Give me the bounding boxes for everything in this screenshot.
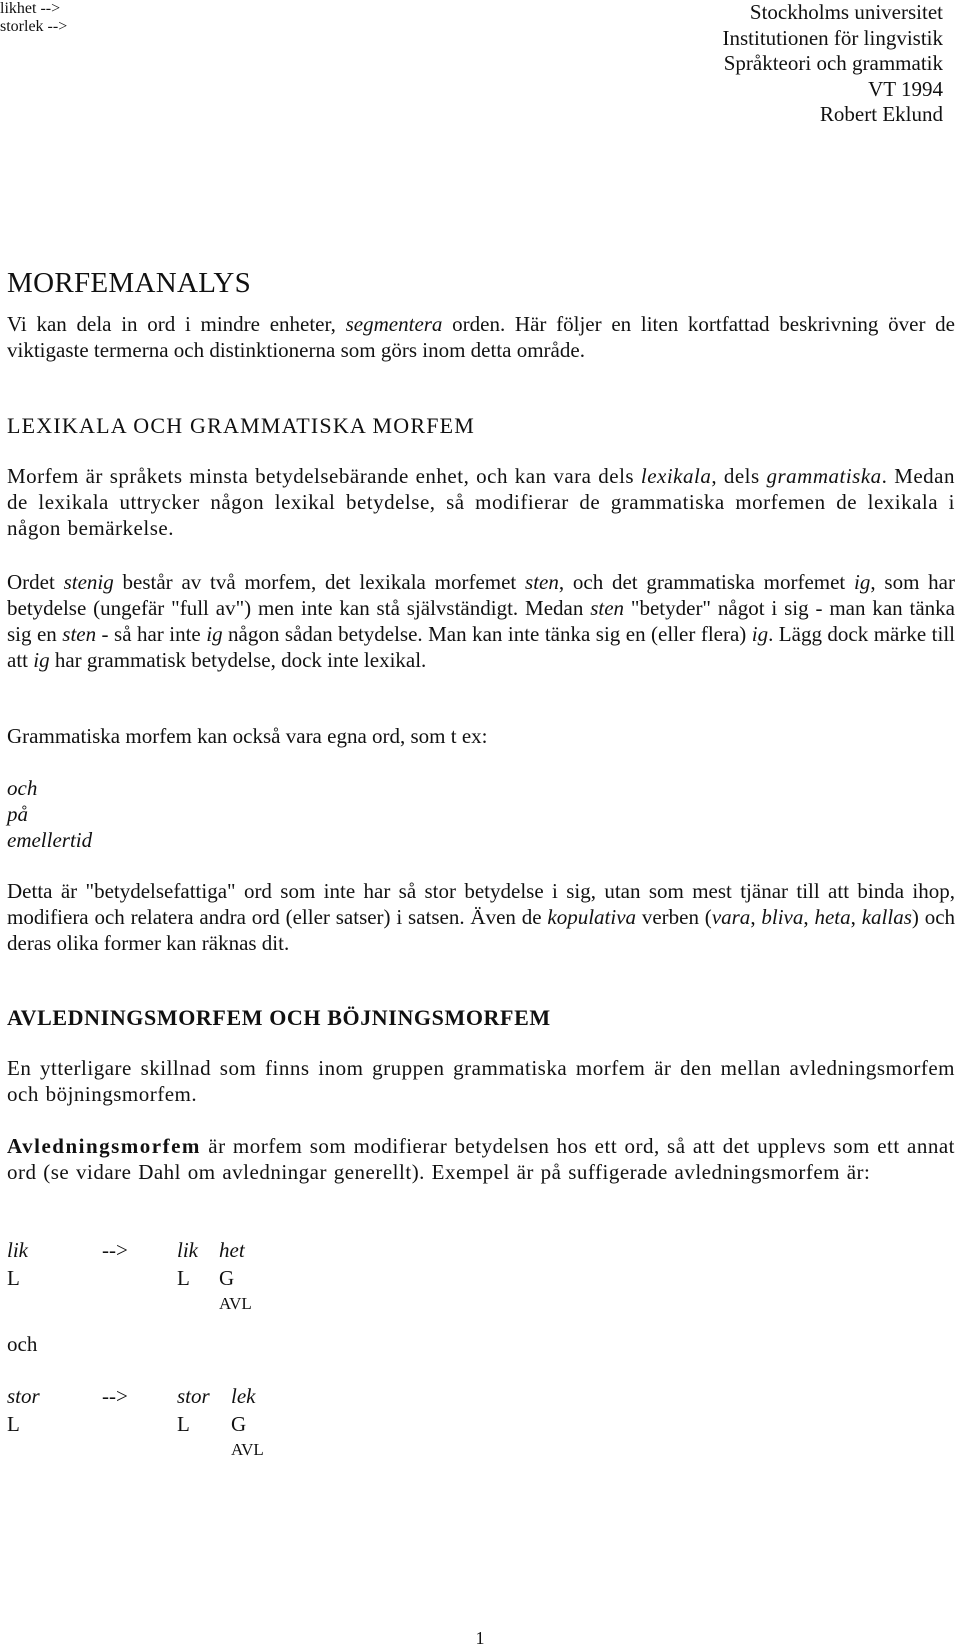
function-words-paragraph: Detta är "betydelsefattiga" ord som inte har så stor betydelse i sig, utan som mest tjänar till att binda ihop, modifiera och relatera andra ord (eller satser) i satsen. Även de kopulativa verben (vara, bliva, heta, kallas) och deras olika former kan räknas dit.: [7, 879, 956, 955]
derivational-morpheme-paragraph: Avledningsmorfem är morfem som modifierar betydelsen hos ett ord, så att det upplevs som ett annat ord (se vidare Dahl om avledningar generellt). Exempel är på suffigerade avledningsmorfem är:: [7, 1134, 955, 1184]
grammatical-word-examples: [7, 775, 955, 853]
page-number: 1: [475, 1628, 485, 1648]
document-page: Stockholms universitet Institutionen för lingvistik Språkteori och grammatik VT 1994 Robert Eklund MORFEMANALYS Vi kan dela in ord i mindre enheter, segmentera orden. Här följer en liten kortfattad beskrivning över de viktigaste termerna och distinktionerna som görs inom detta område. LEXIKALA OCH GRAMMATISKA MORFEM Morfem är språkets minsta betydelsebärande enhet, och kan vara dels lexikala, dels grammatiska. Medan de lexikala uttrycker någon lexikal betydelse, så modifierar de grammatiska morfemen de lexikala i någon bemärkelse. Ordet stenig består av två morfem, det lexikala morfemet sten, och det grammatiska morfemet ig, som har betydelse (ungefär "full av") men inte kan stå självständigt. Medan sten "betyder" något i sig - man kan tänka sig en sten - så har inte ig någon sådan betydelse. Man kan inte tänka sig en (eller flera) ig. Lägg dock märke till att ig har grammatisk betydelse, dock inte lexikal. Grammatiska morfem kan också vara egna ord, som t ex: och på emellertid Detta är "betydelsefattiga" ord som inte har så stor betydelse i sig, utan som mest tjänar till att binda ihop, modifiera och relatera andra ord (eller satser) i satsen. Även de kopulativa verben (vara, bliva, heta, kallas) och deras olika former kan räknas dit. AVLEDNINGSMORFEM OCH BÖJNINGSMORFEM En ytterligare skillnad som finns inom gruppen grammatiska morfem är den mellan avledningsmorfem och böjningsmorfem. Avledningsmorfem är morfem som modifierar betydelsen hos ett ord, så att det upplevs som ett annat ord (se vidare Dahl om avledningar generellt). Exempel är på suffigerade avledningsmorfem är: likhet --> lik --> lik het L L G AVL och storlek --> stor --> stor lek L L G AVL 1: [0, 0, 960, 1652]
document-title: MORFEMANALYS: [7, 267, 252, 299]
header-course: Språkteori och grammatik: [723, 51, 943, 75]
derivation-intro-paragraph: En ytterligare skillnad som finns inom gruppen grammatiska morfem är den mellan avledningsmorfem och böjningsmorfem.: [7, 1056, 955, 1106]
lexical-tag: L: [177, 1266, 190, 1290]
example-word: emellertid: [7, 828, 93, 852]
lexical-tag: L: [7, 1266, 20, 1290]
examples-connector: och: [7, 1332, 38, 1356]
header-department: Institutionen för lingvistik: [722, 25, 943, 50]
section-heading-derivation: AVLEDNINGSMORFEM OCH BÖJNINGSMORFEM: [7, 1005, 551, 1030]
example-base-word: stor: [7, 1384, 40, 1408]
intro-paragraph: Vi kan dela in ord i mindre enheter, segmentera orden. Här följer en liten kortfattad beskrivning över de viktigaste termerna och distinktionerna som görs inom detta område.: [7, 312, 955, 362]
example-suffix: het: [219, 1238, 245, 1262]
example-stem: stor: [177, 1384, 210, 1408]
document-header: [723, 0, 944, 128]
derivational-subtag: AVL: [219, 1294, 252, 1313]
derivation-arrow: -->: [102, 1384, 128, 1408]
header-author: Robert Eklund: [819, 102, 943, 126]
example-stem: lik: [177, 1238, 198, 1262]
section-heading-lexical: LEXIKALA OCH GRAMMATISKA MORFEM: [7, 413, 476, 438]
derivation-arrow: -->: [102, 1238, 128, 1262]
example-word: på: [7, 802, 28, 826]
header-university: Stockholms universitet: [749, 0, 943, 24]
example-base-word: lik: [7, 1238, 28, 1262]
grammatical-words-intro: Grammatiska morfem kan också vara egna ord, som t ex:: [7, 724, 488, 748]
header-term: VT 1994: [868, 76, 943, 101]
morpheme-definition-paragraph: Morfem är språkets minsta betydelsebärande enhet, och kan vara dels lexikala, dels grammatiska. Medan de lexikala uttrycker någon lexikal betydelse, så modifierar de grammatiska morfemen de lexikala i någon bemärkelse.: [7, 464, 956, 540]
grammatical-tag: G: [219, 1266, 235, 1290]
lexical-tag: L: [177, 1412, 190, 1436]
stenig-example-paragraph: Ordet stenig består av två morfem, det lexikala morfemet sten, och det grammatiska morfemet ig, som har betydelse (ungefär "full av") men inte kan stå självständigt. Medan sten "betyder" något i sig - man kan tänka sig en sten - så har inte ig någon sådan betydelse. Man kan inte tänka sig en (eller flera) ig. Lägg dock märke till att ig har grammatisk betydelse, dock inte lexikal.: [7, 570, 955, 672]
lexical-tag: L: [7, 1412, 20, 1436]
derivational-subtag: AVL: [231, 1440, 264, 1459]
example-word: och: [7, 776, 38, 800]
example-suffix: lek: [231, 1384, 256, 1408]
grammatical-tag: G: [231, 1412, 247, 1436]
